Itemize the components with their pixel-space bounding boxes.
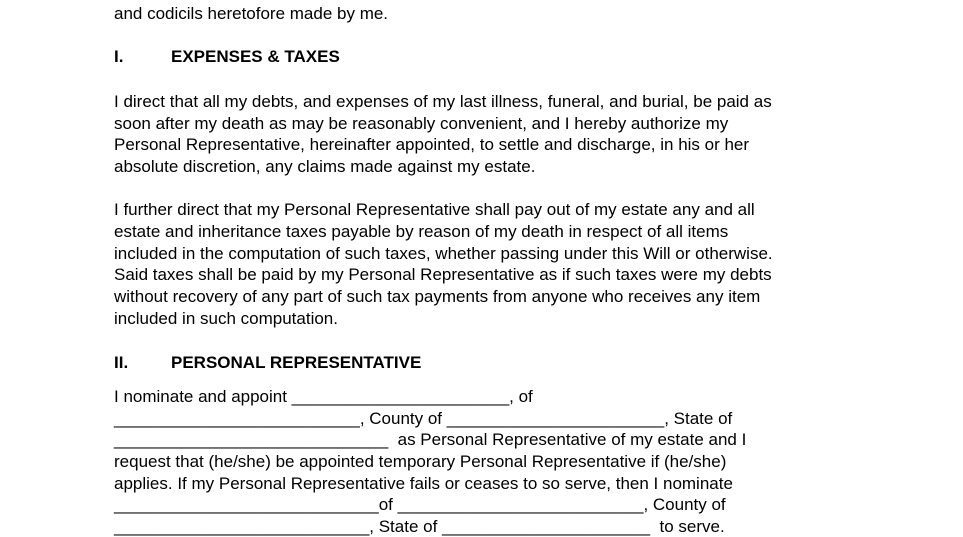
paragraph-line: estate and inheritance taxes payable by reason of my death in respect of all items bbox=[114, 222, 729, 241]
partial-top-line: and codicils heretofore made by me. bbox=[114, 4, 389, 23]
paragraph-line: __________________________, County of _______________________, State of bbox=[114, 409, 733, 428]
paragraph-line: request that (he/she) be appointed temporary Personal Representative if (he/she) bbox=[114, 452, 727, 471]
section-2-number: II. bbox=[114, 353, 129, 372]
paragraph-line: applies. If my Personal Representative fails or ceases to so serve, then I nominate bbox=[114, 474, 733, 493]
paragraph-line: Personal Representative, hereinafter appointed, to settle and discharge, in his or her bbox=[114, 135, 750, 154]
paragraph-line: ____________________________of __________________________, County of bbox=[114, 495, 726, 514]
section-1-number: I. bbox=[114, 47, 124, 66]
paragraph-line: Said taxes shall be paid by my Personal Representative as if such taxes were my debts bbox=[114, 265, 772, 284]
paragraph-line: _____________________________ as Personal Representative of my estate and I bbox=[114, 430, 747, 449]
paragraph-line: included in the computation of such taxes, whether passing under this Will or otherwise. bbox=[114, 244, 773, 263]
section-1-title: EXPENSES & TAXES bbox=[171, 47, 340, 66]
paragraph-line: soon after my death as may be reasonably convenient, and I hereby authorize my bbox=[114, 114, 729, 133]
paragraph-line: ___________________________, State of ______________________ to serve. bbox=[114, 517, 725, 536]
paragraph-line: I direct that all my debts, and expenses of my last illness, funeral, and burial, be paid as bbox=[114, 92, 772, 111]
paragraph-line: I further direct that my Personal Representative shall pay out of my estate any and all bbox=[114, 200, 755, 219]
paragraph-line: absolute discretion, any claims made against my estate. bbox=[114, 157, 536, 176]
paragraph-line: included in such computation. bbox=[114, 309, 338, 328]
paragraph-line: without recovery of any part of such tax payments from anyone who receives any item bbox=[114, 287, 761, 306]
section-2-title: PERSONAL REPRESENTATIVE bbox=[171, 353, 422, 372]
paragraph-line: I nominate and appoint _______________________, of bbox=[114, 387, 533, 406]
